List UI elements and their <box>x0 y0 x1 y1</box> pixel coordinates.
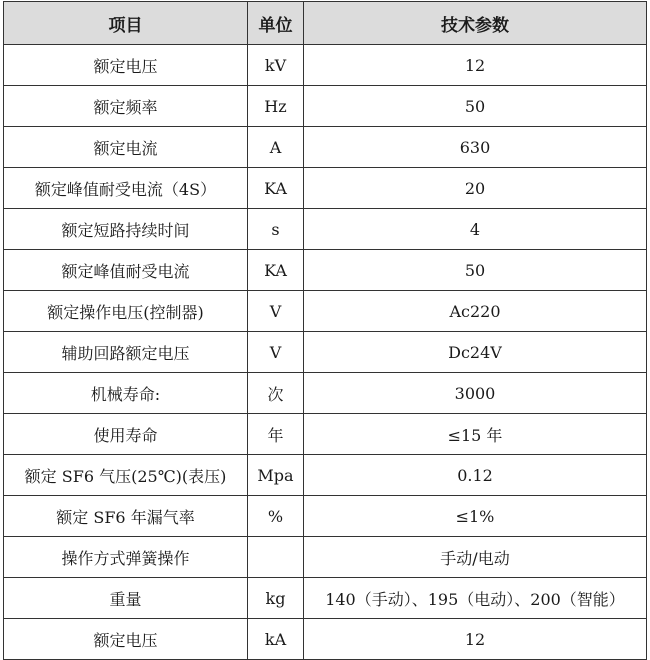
cell-unit: A <box>248 127 304 168</box>
cell-item: 额定操作电压(控制器) <box>4 291 248 332</box>
cell-unit <box>248 537 304 578</box>
cell-spec: 3000 <box>304 373 647 414</box>
cell-unit: Mpa <box>248 455 304 496</box>
cell-item: 额定电压 <box>4 45 248 86</box>
cell-item: 额定电压 <box>4 619 248 660</box>
cell-spec: 630 <box>304 127 647 168</box>
table-row <box>4 537 647 578</box>
cell-spec: 50 <box>304 86 647 127</box>
cell-spec: 0.12 <box>304 455 647 496</box>
cell-item: 操作方式弹簧操作 <box>4 537 248 578</box>
cell-item: 额定 SF6 年漏气率 <box>4 496 248 537</box>
table-row <box>4 619 647 660</box>
cell-spec: 50 <box>304 250 647 291</box>
cell-spec: 20 <box>304 168 647 209</box>
table-body <box>4 45 647 660</box>
table-row <box>4 332 647 373</box>
cell-unit: KA <box>248 250 304 291</box>
cell-unit: 次 <box>248 373 304 414</box>
cell-unit: % <box>248 496 304 537</box>
cell-spec: 手动/电动 <box>304 537 647 578</box>
cell-spec: 12 <box>304 619 647 660</box>
header-spec: 技术参数 <box>304 2 647 45</box>
cell-unit: V <box>248 332 304 373</box>
cell-item: 使用寿命 <box>4 414 248 455</box>
cell-unit: 年 <box>248 414 304 455</box>
cell-item: 重量 <box>4 578 248 619</box>
cell-unit: Hz <box>248 86 304 127</box>
header-row <box>4 2 647 45</box>
cell-item: 额定电流 <box>4 127 248 168</box>
table-row <box>4 373 647 414</box>
cell-spec: ≤1% <box>304 496 647 537</box>
table-row <box>4 127 647 168</box>
cell-unit: KA <box>248 168 304 209</box>
cell-item: 额定峰值耐受电流 <box>4 250 248 291</box>
cell-unit: V <box>248 291 304 332</box>
table-row <box>4 209 647 250</box>
cell-item: 辅助回路额定电压 <box>4 332 248 373</box>
cell-unit: s <box>248 209 304 250</box>
cell-spec: 12 <box>304 45 647 86</box>
spec-table <box>3 1 647 660</box>
header-unit: 单位 <box>248 2 304 45</box>
cell-spec: 140（手动）、195（电动）、200（智能） <box>304 578 647 619</box>
cell-item: 机械寿命: <box>4 373 248 414</box>
header-item: 项目 <box>4 2 248 45</box>
cell-spec: Dc24V <box>304 332 647 373</box>
cell-spec: ≤15 年 <box>304 414 647 455</box>
cell-item: 额定频率 <box>4 86 248 127</box>
cell-item: 额定峰值耐受电流（4S） <box>4 168 248 209</box>
table-row <box>4 414 647 455</box>
cell-item: 额定 SF6 气压(25℃)(表压) <box>4 455 248 496</box>
table-row <box>4 291 647 332</box>
table-row <box>4 168 647 209</box>
cell-unit: kV <box>248 45 304 86</box>
table-row <box>4 496 647 537</box>
cell-unit: kg <box>248 578 304 619</box>
cell-spec: Ac220 <box>304 291 647 332</box>
table-row <box>4 578 647 619</box>
table-row <box>4 45 647 86</box>
cell-unit: kA <box>248 619 304 660</box>
table-row <box>4 86 647 127</box>
table-row <box>4 250 647 291</box>
table-row <box>4 455 647 496</box>
table-header <box>4 2 647 45</box>
cell-spec: 4 <box>304 209 647 250</box>
cell-item: 额定短路持续时间 <box>4 209 248 250</box>
